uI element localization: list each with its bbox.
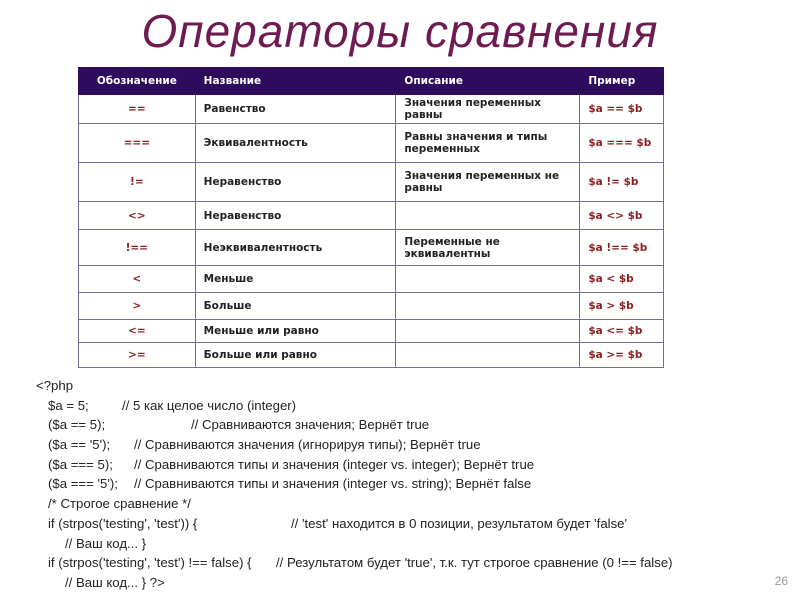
example-cell: $a != $b bbox=[580, 163, 664, 202]
code-comment: // Сравниваются значения (игнорируя типы); Вернёт true bbox=[134, 437, 481, 453]
code-comment: // Сравниваются значения; Вернёт true bbox=[191, 417, 430, 433]
example-cell: $a < $b bbox=[580, 266, 664, 293]
name-cell: Эквивалентность bbox=[195, 124, 396, 163]
code-text: <?php bbox=[36, 378, 74, 393]
code-text: // Ваш код... } bbox=[65, 535, 147, 551]
table-row bbox=[79, 95, 664, 124]
operator-cell: !== bbox=[79, 230, 196, 266]
column-header: Название bbox=[195, 68, 396, 95]
operator-cell: <> bbox=[79, 202, 196, 230]
name-cell: Меньше bbox=[195, 266, 396, 293]
operator-cell: > bbox=[79, 293, 196, 320]
code-line bbox=[36, 415, 430, 435]
code-comment: // Сравниваются типы и значения (integer vs. integer); Вернёт true bbox=[134, 456, 535, 472]
operator-cell: == bbox=[79, 95, 196, 124]
table-row bbox=[79, 266, 664, 293]
code-line bbox=[36, 514, 628, 534]
code-line bbox=[36, 396, 297, 416]
code-line bbox=[36, 435, 481, 455]
code-line bbox=[36, 455, 535, 475]
column-header: Обозначение bbox=[79, 68, 196, 95]
table-row bbox=[79, 124, 664, 163]
example-cell: $a !== $b bbox=[580, 230, 664, 266]
name-cell: Неравенство bbox=[195, 202, 396, 230]
name-cell: Больше bbox=[195, 293, 396, 320]
description-cell bbox=[396, 320, 580, 343]
code-text: $a = 5; bbox=[48, 397, 89, 413]
table-row bbox=[79, 202, 664, 230]
description-cell bbox=[396, 266, 580, 293]
code-line bbox=[36, 534, 252, 554]
example-cell: $a <= $b bbox=[580, 320, 664, 343]
name-cell: Больше или равно bbox=[195, 343, 396, 368]
code-comment: // 'test' находится в 0 позиции, результатом будет 'false' bbox=[291, 515, 628, 531]
operator-cell: != bbox=[79, 163, 196, 202]
example-cell: $a > $b bbox=[580, 293, 664, 320]
code-comment: // 5 как целое число (integer) bbox=[122, 397, 297, 413]
slide-title: Операторы сравнения bbox=[141, 5, 659, 57]
table-row bbox=[79, 230, 664, 266]
code-line bbox=[36, 376, 252, 396]
code-text: if (strpos('testing', 'test')) { bbox=[48, 515, 198, 531]
description-cell bbox=[396, 202, 580, 230]
name-cell: Меньше или равно bbox=[195, 320, 396, 343]
code-line bbox=[36, 553, 673, 573]
operator-cell: < bbox=[79, 266, 196, 293]
code-text: ($a === '5'); bbox=[48, 476, 118, 492]
code-text: ($a == 5); bbox=[48, 417, 106, 433]
code-text: ($a === 5); bbox=[48, 456, 113, 472]
page-number: 26 bbox=[774, 574, 788, 588]
php-code-example bbox=[36, 376, 673, 593]
operator-cell: === bbox=[79, 124, 196, 163]
code-text: ($a == '5'); bbox=[48, 437, 111, 453]
description-cell: Переменные не эквивалентны bbox=[396, 230, 580, 266]
code-comment: // Сравниваются типы и значения (integer vs. string); Вернёт false bbox=[134, 476, 532, 492]
example-cell: $a >= $b bbox=[580, 343, 664, 368]
code-text: if (strpos('testing', 'test') !== false) { bbox=[48, 555, 252, 571]
table-row bbox=[79, 163, 664, 202]
code-line bbox=[36, 474, 532, 494]
description-cell: Значения переменных равны bbox=[396, 95, 580, 124]
column-header: Описание bbox=[396, 68, 580, 95]
code-text: // Ваш код... } ?> bbox=[65, 574, 165, 590]
table-row bbox=[79, 343, 664, 368]
code-line bbox=[36, 494, 252, 514]
name-cell: Равенство bbox=[195, 95, 396, 124]
code-line bbox=[36, 573, 252, 593]
description-cell bbox=[396, 343, 580, 368]
column-header: Пример bbox=[580, 68, 664, 95]
table-row bbox=[79, 293, 664, 320]
code-text: /* Строгое сравнение */ bbox=[48, 496, 191, 512]
description-cell: Значения переменных не равны bbox=[396, 163, 580, 202]
operator-cell: <= bbox=[79, 320, 196, 343]
table-row bbox=[79, 320, 664, 343]
example-cell: $a <> $b bbox=[580, 202, 664, 230]
example-cell: $a === $b bbox=[580, 124, 664, 163]
name-cell: Неравенство bbox=[195, 163, 396, 202]
table-header bbox=[79, 68, 664, 95]
example-cell: $a == $b bbox=[580, 95, 664, 124]
description-cell: Равны значения и типы переменных bbox=[396, 124, 580, 163]
name-cell: Неэквивалентность bbox=[195, 230, 396, 266]
comparison-operators-table bbox=[78, 67, 664, 368]
operator-cell: >= bbox=[79, 343, 196, 368]
description-cell bbox=[396, 293, 580, 320]
code-comment: // Результатом будет 'true', т.к. тут строгое сравнение (0 !== false) bbox=[276, 555, 673, 571]
